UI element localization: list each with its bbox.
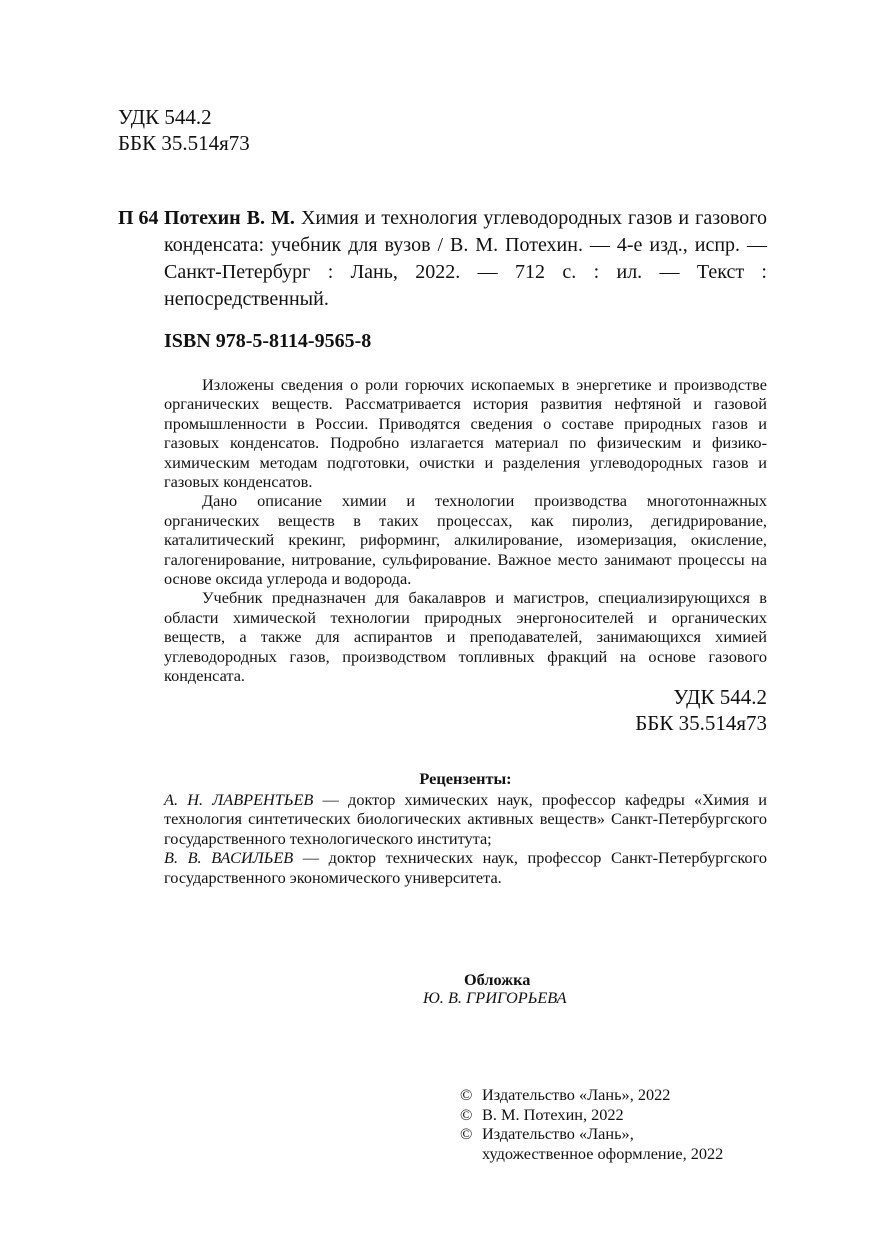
- copyright-block: [460, 1085, 723, 1163]
- udk-code: УДК 544.2: [118, 105, 212, 129]
- bbk-code: ББК 35.514я73: [118, 131, 250, 155]
- reviewer-info: — доктор химических наук, профессор кафедры «Химия и технология синтетических биологических активных веществ» Санкт-Петербургского государственного технологического института;: [164, 790, 767, 848]
- copyright-line: [460, 1105, 723, 1125]
- reviewer-name: А. Н. ЛАВРЕНТЬЕВ: [164, 790, 314, 809]
- abstract: [164, 375, 767, 686]
- bibliographic-record: [164, 205, 767, 313]
- reviewers-title: Рецензенты:: [419, 769, 512, 788]
- copyright-icon: ©: [460, 1085, 473, 1104]
- record-description: Химия и технология углеводородных газов и газового конденсата: учебник для вузов / В. М. Потехин. — 4-е изд., испр. — Санкт-Петербург : Лань, 2022. — 712 с. : ил. — Текст : непосредственный.: [164, 207, 767, 310]
- classification-top: [118, 104, 250, 156]
- copyright-text: Издательство «Лань», 2022: [482, 1085, 671, 1104]
- udk-code: УДК 544.2: [673, 685, 767, 709]
- copyright-text: В. М. Потехин, 2022: [482, 1104, 624, 1124]
- copyright-continuation: художественное оформление, 2022: [482, 1143, 724, 1163]
- reviewer-info: — доктор технических наук, профессор Санкт-Петербургского государственного экономического университета.: [164, 848, 767, 887]
- reviewer-entry: [164, 848, 767, 887]
- cover-title: Обложка: [464, 970, 531, 989]
- cover-designer: Ю. В. ГРИГОРЬЕВА: [423, 988, 567, 1007]
- copyright-icon: ©: [460, 1104, 473, 1124]
- author-mark: П 64: [118, 207, 159, 229]
- reviewer-entry: [164, 790, 767, 848]
- reviewer-name: В. В. ВАСИЛЬЕВ: [164, 848, 294, 868]
- copyright-icon: ©: [460, 1124, 473, 1143]
- copyright-line: [460, 1124, 723, 1144]
- classification-bottom: [635, 684, 767, 736]
- abstract-paragraph: Изложены сведения о роли горючих ископаемых в энергетике и производстве органических веществ. Рассматривается история развития нефтяной и газовой промышленности в России. Приводятся сведения о составе природных газов и газовых конденсатов. Подробно излагается материал по физическим и физико-химическим методам подготовки, очистки и разделения углеводородных газов и газовых конденсатов.: [164, 375, 767, 492]
- copyright-text: Издательство «Лань»,: [482, 1124, 634, 1143]
- isbn: ISBN 978-5-8114-9565-8: [164, 330, 372, 352]
- abstract-paragraph: Учебник предназначен для бакалавров и магистров, специализирующихся в области химической технологии природных энергоносителей и органических веществ, а также для аспирантов и преподавателей, занимающихся химией углеводородных газов, производством топливных фракций на основе газового конденсата.: [164, 588, 767, 686]
- reviewers-list: [164, 790, 767, 887]
- record-author: Потехин В. М.: [164, 207, 295, 229]
- abstract-paragraph: Дано описание химии и технологии производства многотоннажных органических веществ в таких процессах, как пиролиз, дегидрирование, каталитический крекинг, риформинг, алкилирование, изомеризация, окисление, галогенирование, нитрование, сульфирование. Важное место занимают процессы на основе оксида углерода и водорода.: [164, 491, 767, 589]
- copyright-line: [460, 1085, 723, 1105]
- bbk-code: ББК 35.514я73: [635, 711, 767, 735]
